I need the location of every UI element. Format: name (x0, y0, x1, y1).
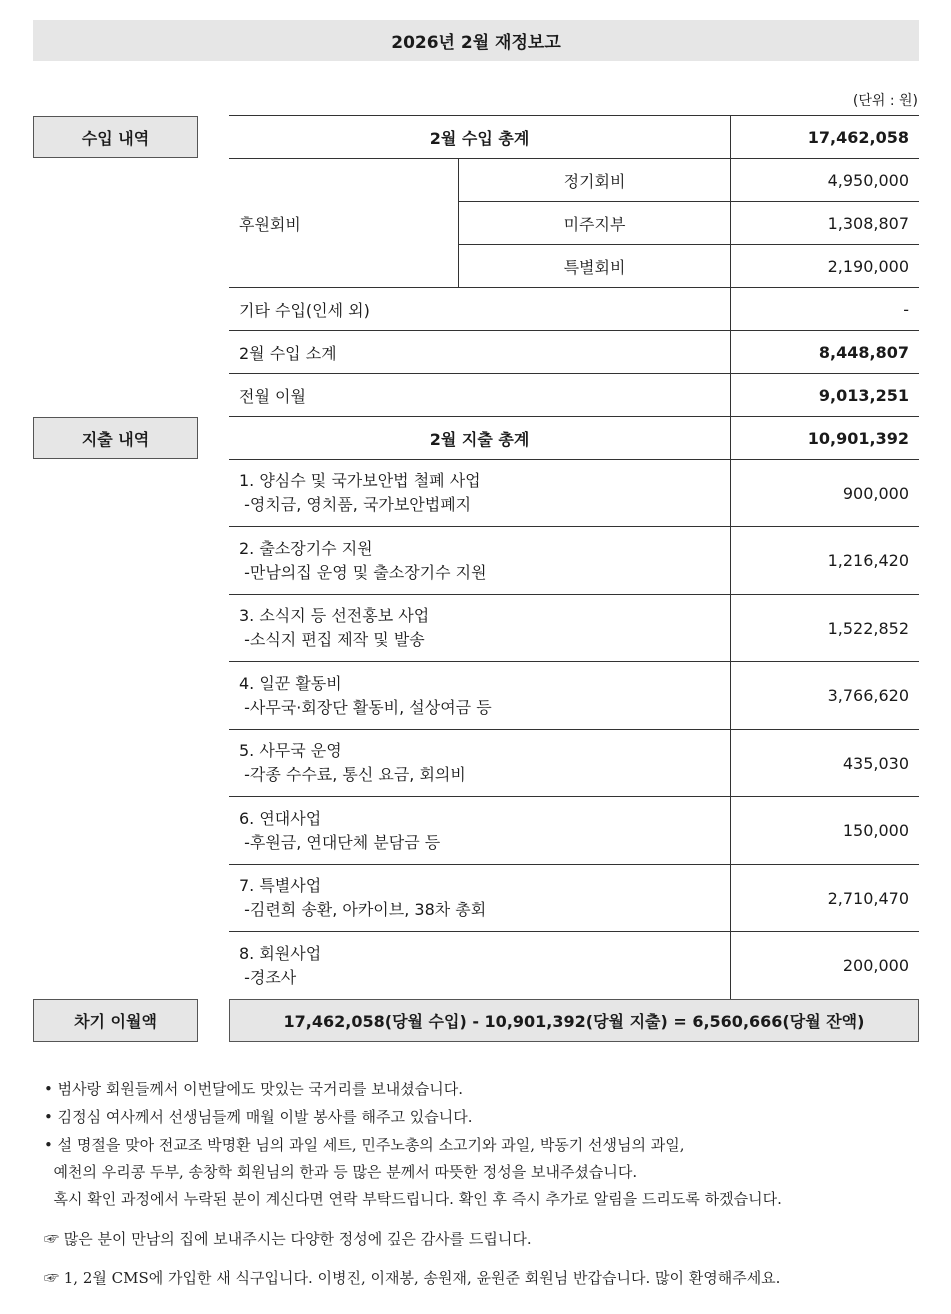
expense-item-value: 2,710,470 (827, 888, 909, 908)
expense-item (239, 932, 719, 999)
expense-item (239, 797, 719, 864)
expense-item-detail: -후원금, 연대단체 분담금 등 (239, 832, 441, 852)
carryover-label: 전월 이월 (239, 386, 306, 406)
expense-item-value: 1,522,852 (827, 618, 909, 638)
sponsor-item-value: 4,950,000 (827, 170, 909, 190)
page-title: 2026년 2월 재정보고 (33, 20, 919, 61)
expense-item (239, 662, 719, 729)
expense-item-title: 5. 사무국 운영 (239, 741, 342, 760)
expense-item (239, 595, 719, 661)
expense-item-detail: -영치금, 영치품, 국가보안법폐지 (239, 495, 472, 514)
expense-item-title: 4. 일꾼 활동비 (239, 673, 342, 693)
sponsor-item-label: 미주지부 (563, 214, 626, 234)
expense-item-title: 1. 양심수 및 국가보안법 철폐 사업 (239, 471, 481, 490)
sponsor-item-label: 특별회비 (563, 257, 626, 277)
expense-item (239, 527, 719, 594)
other-income-value: - (903, 299, 909, 319)
expense-total-label: 2월 지출 총계 (429, 429, 530, 449)
sponsor-item-label: 정기회비 (563, 171, 626, 191)
expense-item-title: 8. 회원사업 (239, 943, 322, 963)
thanks-note: ☞ 많은 분이 만남의 집에 보내주시는 다양한 정성에 깊은 감사를 드립니다. (44, 1230, 532, 1248)
expense-item-detail: -김련희 송환, 아카이브, 38차 총회 (239, 900, 487, 919)
expense-section-label: 지출 내역 (33, 417, 198, 459)
expense-total-value: 10,901,392 (807, 428, 909, 448)
expense-item-value: 900,000 (842, 483, 909, 503)
expense-item-value: 150,000 (842, 821, 909, 840)
sponsor-group-label: 후원회비 (239, 214, 301, 234)
expense-item-value: 435,030 (842, 753, 909, 773)
expense-item-value: 1,216,420 (827, 551, 909, 570)
welcome-note: ☞ 1, 2월 CMS에 가입한 새 식구입니다. 이병진, 이재봉, 송원재, 윤원준 회원님 반갑습니다. 많이 환영해주세요. (44, 1269, 781, 1287)
note-line: • 범사랑 회원들께서 이번달에도 맛있는 국거리를 보내셨습니다. (44, 1080, 463, 1098)
other-income-label: 기타 수입(인세 외) (239, 300, 370, 320)
expense-item-title: 2. 출소장기수 지원 (239, 538, 373, 558)
expense-item-title: 7. 특별사업 (239, 876, 322, 895)
note-line: • 설 명절을 맞아 전교조 박명환 님의 과일 세트, 민주노총의 소고기와 과일, 박동기 선생님의 과일, (44, 1136, 685, 1154)
carryover-value: 9,013,251 (818, 385, 909, 405)
unit-label: (단위 : 원) (852, 93, 918, 109)
note-line: 예천의 우리콩 두부, 송창학 회원님의 한과 등 많은 분께서 따뜻한 정성을 보내주셨습니다. (44, 1163, 638, 1181)
income-total-label: 2월 수입 총계 (429, 128, 530, 148)
expense-item-detail: -소식지 편집 제작 및 발송 (239, 630, 425, 649)
expense-item-detail: -경조사 (239, 967, 297, 987)
expense-item-detail: -사무국·회장단 활동비, 설상여금 등 (239, 697, 492, 717)
income-section-label: 수입 내역 (33, 116, 198, 158)
expense-item-value: 3,766,620 (827, 686, 909, 705)
expense-item-value: 200,000 (842, 956, 909, 975)
expense-item-title: 6. 연대사업 (239, 808, 322, 828)
expense-item-detail: -만남의집 운영 및 출소장기수 지원 (239, 562, 487, 582)
income-subtotal-label: 2월 수입 소계 (239, 343, 337, 363)
sponsor-item-value: 1,308,807 (827, 213, 909, 233)
expense-item (239, 460, 719, 526)
expense-item (239, 730, 719, 796)
balance-label: 차기 이월액 (33, 999, 198, 1042)
expense-item-title: 3. 소식지 등 선전홍보 사업 (239, 606, 430, 625)
balance-formula: 17,462,058(당월 수입) - 10,901,392(당월 지출) = 6,560,666(당월 잔액) (229, 999, 919, 1042)
income-total-value: 17,462,058 (807, 127, 909, 147)
income-subtotal-value: 8,448,807 (818, 342, 909, 362)
expense-item (239, 865, 719, 931)
note-line: 혹시 확인 과정에서 누락된 분이 계신다면 연락 부탁드립니다. 확인 후 즉시 추가로 알림을 드리도록 하겠습니다. (44, 1190, 782, 1208)
note-line: • 김정심 여사께서 선생님들께 매월 이발 봉사를 해주고 있습니다. (44, 1108, 473, 1126)
expense-item-detail: -각종 수수료, 통신 요금, 회의비 (239, 765, 466, 784)
sponsor-item-value: 2,190,000 (827, 256, 909, 276)
